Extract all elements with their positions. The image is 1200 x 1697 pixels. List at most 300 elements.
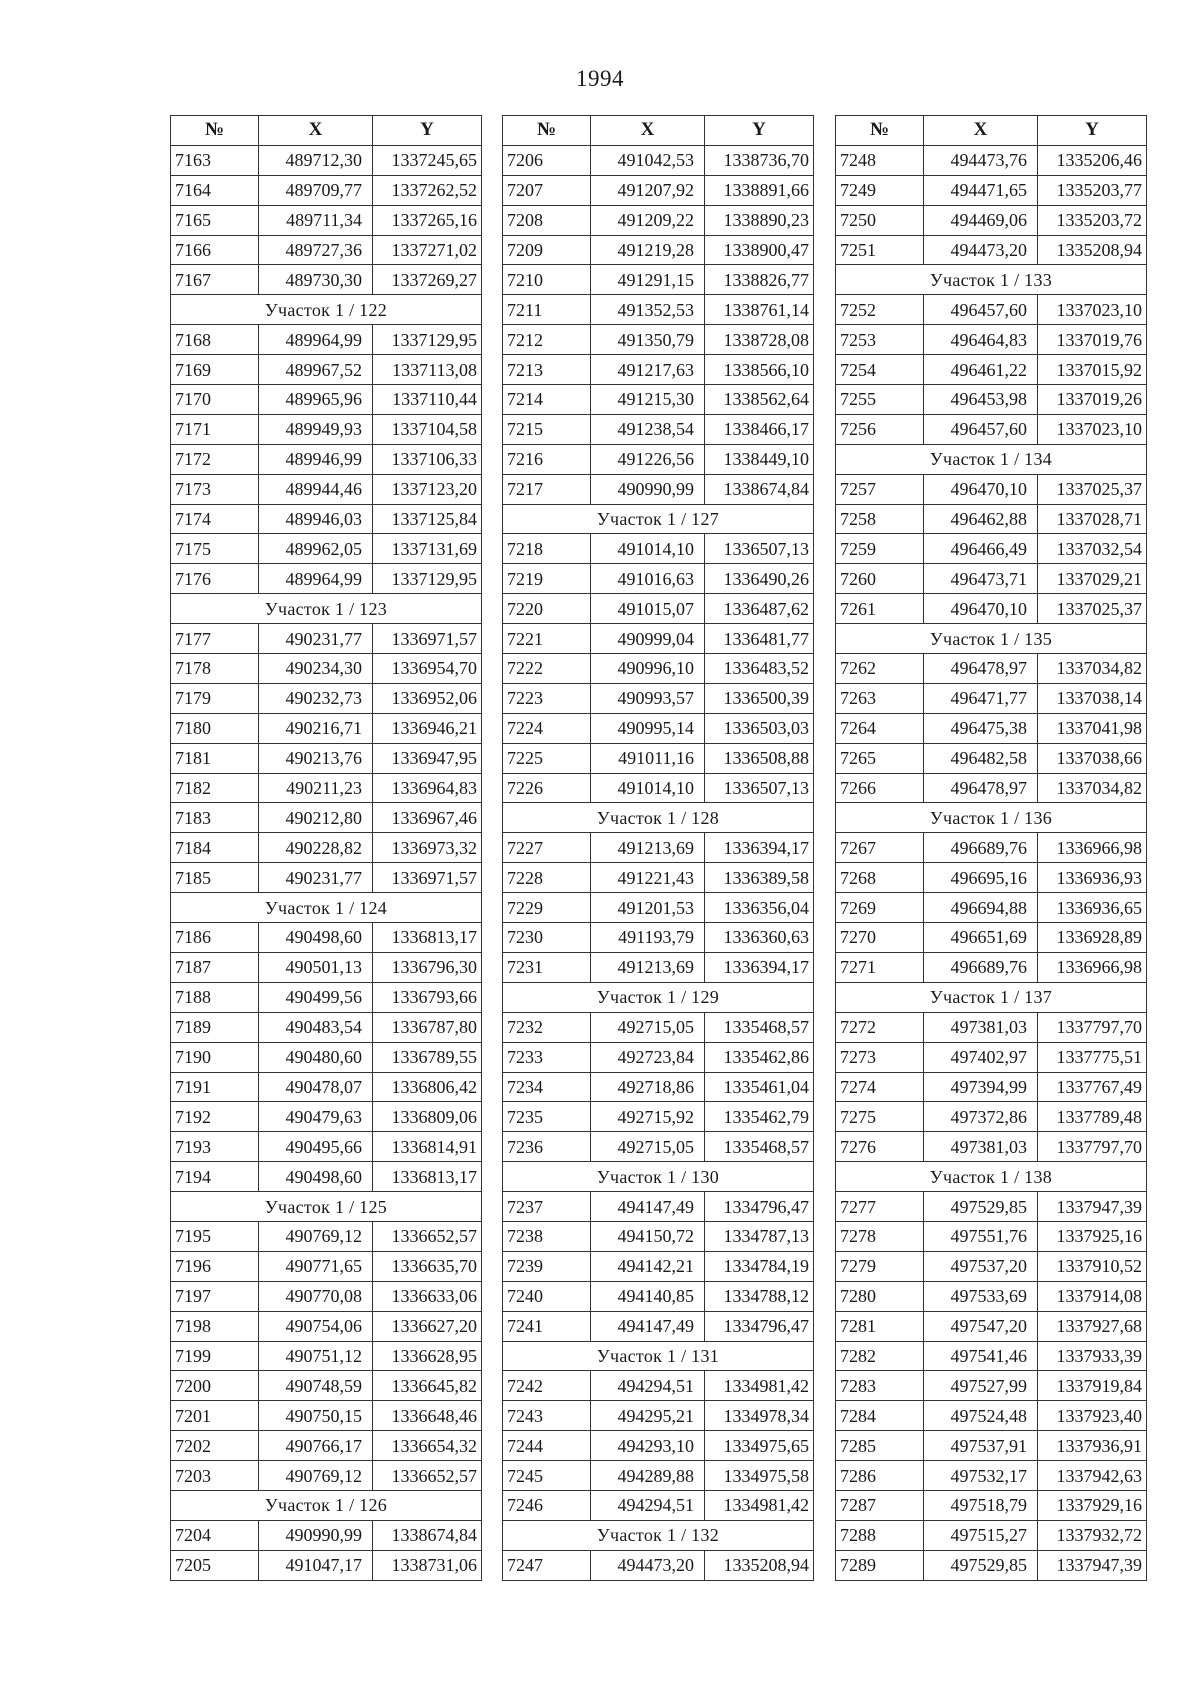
table-row bbox=[503, 1550, 814, 1580]
y-coordinate: 1337038,14 bbox=[1038, 683, 1147, 713]
table-row bbox=[503, 355, 814, 385]
point-number: 7257 bbox=[836, 474, 924, 504]
y-coordinate: 1337927,68 bbox=[1038, 1311, 1147, 1341]
table-row bbox=[836, 1401, 1147, 1431]
y-coordinate: 1337041,98 bbox=[1038, 713, 1147, 743]
point-number: 7178 bbox=[171, 654, 259, 684]
table-row bbox=[503, 534, 814, 564]
y-coordinate: 1336490,26 bbox=[705, 564, 814, 594]
point-number: 7199 bbox=[171, 1341, 259, 1371]
x-coordinate: 494142,21 bbox=[591, 1251, 705, 1281]
table-row bbox=[171, 1132, 482, 1162]
y-coordinate: 1335206,46 bbox=[1038, 145, 1147, 175]
table-row bbox=[836, 295, 1147, 325]
point-number: 7197 bbox=[171, 1281, 259, 1311]
x-coordinate: 490771,65 bbox=[259, 1251, 373, 1281]
x-coordinate: 489962,05 bbox=[259, 534, 373, 564]
y-coordinate: 1337123,20 bbox=[373, 474, 482, 504]
y-coordinate: 1336356,04 bbox=[705, 893, 814, 923]
point-number: 7165 bbox=[171, 205, 259, 235]
point-number: 7240 bbox=[503, 1281, 591, 1311]
y-coordinate: 1336946,21 bbox=[373, 713, 482, 743]
x-coordinate: 494295,21 bbox=[591, 1401, 705, 1431]
table-row bbox=[836, 1251, 1147, 1281]
y-coordinate: 1337936,91 bbox=[1038, 1431, 1147, 1461]
table-row bbox=[836, 1461, 1147, 1491]
section-label: Участок 1 / 138 bbox=[836, 1162, 1147, 1192]
table-row bbox=[503, 1072, 814, 1102]
y-coordinate: 1338890,23 bbox=[705, 205, 814, 235]
y-coordinate: 1336508,88 bbox=[705, 743, 814, 773]
point-number: 7220 bbox=[503, 594, 591, 624]
y-coordinate: 1336793,66 bbox=[373, 982, 482, 1012]
section-label: Участок 1 / 129 bbox=[503, 982, 814, 1012]
point-number: 7171 bbox=[171, 414, 259, 444]
table-row bbox=[836, 952, 1147, 982]
section-row bbox=[503, 1520, 814, 1550]
table-row bbox=[503, 1102, 814, 1132]
y-coordinate: 1337025,37 bbox=[1038, 594, 1147, 624]
table-row bbox=[836, 1341, 1147, 1371]
point-number: 7177 bbox=[171, 624, 259, 654]
table-row bbox=[836, 773, 1147, 803]
x-coordinate: 490234,30 bbox=[259, 654, 373, 684]
y-coordinate: 1337113,08 bbox=[373, 355, 482, 385]
table-row bbox=[836, 474, 1147, 504]
point-number: 7287 bbox=[836, 1490, 924, 1520]
point-number: 7192 bbox=[171, 1102, 259, 1132]
y-coordinate: 1334981,42 bbox=[705, 1371, 814, 1401]
table-row bbox=[836, 863, 1147, 893]
y-coordinate: 1337034,82 bbox=[1038, 654, 1147, 684]
point-number: 7233 bbox=[503, 1042, 591, 1072]
point-number: 7222 bbox=[503, 654, 591, 684]
table-row bbox=[836, 743, 1147, 773]
y-coordinate: 1336966,98 bbox=[1038, 952, 1147, 982]
table-row bbox=[171, 414, 482, 444]
table-row bbox=[503, 1192, 814, 1222]
x-coordinate: 489964,99 bbox=[259, 564, 373, 594]
section-row bbox=[171, 295, 482, 325]
point-number: 7211 bbox=[503, 295, 591, 325]
point-number: 7271 bbox=[836, 952, 924, 982]
table-row bbox=[171, 355, 482, 385]
table-row bbox=[836, 1102, 1147, 1132]
x-coordinate: 497381,03 bbox=[924, 1132, 1038, 1162]
x-coordinate: 491350,79 bbox=[591, 325, 705, 355]
y-coordinate: 1337933,39 bbox=[1038, 1341, 1147, 1371]
point-number: 7166 bbox=[171, 235, 259, 265]
y-coordinate: 1338566,10 bbox=[705, 355, 814, 385]
y-coordinate: 1337110,44 bbox=[373, 385, 482, 415]
y-coordinate: 1337932,72 bbox=[1038, 1520, 1147, 1550]
table-row bbox=[503, 654, 814, 684]
header-x: X bbox=[591, 116, 705, 146]
point-number: 7251 bbox=[836, 235, 924, 265]
section-label: Участок 1 / 133 bbox=[836, 265, 1147, 295]
point-number: 7173 bbox=[171, 474, 259, 504]
point-number: 7184 bbox=[171, 833, 259, 863]
table-row bbox=[171, 743, 482, 773]
table-row bbox=[171, 1012, 482, 1042]
y-coordinate: 1337125,84 bbox=[373, 504, 482, 534]
section-row bbox=[836, 982, 1147, 1012]
y-coordinate: 1337271,02 bbox=[373, 235, 482, 265]
y-coordinate: 1336964,83 bbox=[373, 773, 482, 803]
y-coordinate: 1336967,46 bbox=[373, 803, 482, 833]
x-coordinate: 496695,16 bbox=[924, 863, 1038, 893]
table-row bbox=[171, 474, 482, 504]
point-number: 7289 bbox=[836, 1550, 924, 1580]
table-row bbox=[836, 1042, 1147, 1072]
x-coordinate: 490498,60 bbox=[259, 923, 373, 953]
table-row bbox=[171, 1311, 482, 1341]
table-body bbox=[171, 145, 482, 1580]
table-row bbox=[836, 1550, 1147, 1580]
table-row bbox=[503, 863, 814, 893]
y-coordinate: 1334975,58 bbox=[705, 1461, 814, 1491]
x-coordinate: 496478,97 bbox=[924, 773, 1038, 803]
x-coordinate: 497551,76 bbox=[924, 1221, 1038, 1251]
point-number: 7208 bbox=[503, 205, 591, 235]
x-coordinate: 497533,69 bbox=[924, 1281, 1038, 1311]
x-coordinate: 490213,76 bbox=[259, 743, 373, 773]
x-coordinate: 491011,16 bbox=[591, 743, 705, 773]
x-coordinate: 490501,13 bbox=[259, 952, 373, 982]
table-row bbox=[171, 1401, 482, 1431]
point-number: 7258 bbox=[836, 504, 924, 534]
point-number: 7179 bbox=[171, 683, 259, 713]
y-coordinate: 1337023,10 bbox=[1038, 295, 1147, 325]
section-label: Участок 1 / 127 bbox=[503, 504, 814, 534]
table-row bbox=[836, 1132, 1147, 1162]
x-coordinate: 497394,99 bbox=[924, 1072, 1038, 1102]
table-row bbox=[171, 145, 482, 175]
section-label: Участок 1 / 131 bbox=[503, 1341, 814, 1371]
x-coordinate: 490483,54 bbox=[259, 1012, 373, 1042]
table-row bbox=[171, 982, 482, 1012]
point-number: 7228 bbox=[503, 863, 591, 893]
table-row bbox=[836, 713, 1147, 743]
y-coordinate: 1337129,95 bbox=[373, 325, 482, 355]
point-number: 7201 bbox=[171, 1401, 259, 1431]
y-coordinate: 1337262,52 bbox=[373, 175, 482, 205]
point-number: 7226 bbox=[503, 773, 591, 803]
x-coordinate: 490498,60 bbox=[259, 1162, 373, 1192]
point-number: 7239 bbox=[503, 1251, 591, 1281]
point-number: 7247 bbox=[503, 1550, 591, 1580]
table-row bbox=[171, 1042, 482, 1072]
x-coordinate: 497529,85 bbox=[924, 1192, 1038, 1222]
y-coordinate: 1336389,58 bbox=[705, 863, 814, 893]
x-coordinate: 497524,48 bbox=[924, 1401, 1038, 1431]
x-coordinate: 490766,17 bbox=[259, 1431, 373, 1461]
y-coordinate: 1338891,66 bbox=[705, 175, 814, 205]
point-number: 7274 bbox=[836, 1072, 924, 1102]
table-row bbox=[171, 504, 482, 534]
y-coordinate: 1337023,10 bbox=[1038, 414, 1147, 444]
table-row bbox=[171, 564, 482, 594]
table-row bbox=[503, 683, 814, 713]
table-row bbox=[171, 205, 482, 235]
table-row bbox=[171, 534, 482, 564]
point-number: 7284 bbox=[836, 1401, 924, 1431]
section-row bbox=[171, 1192, 482, 1222]
table-body bbox=[836, 145, 1147, 1580]
point-number: 7185 bbox=[171, 863, 259, 893]
table-row bbox=[503, 1042, 814, 1072]
y-coordinate: 1335462,86 bbox=[705, 1042, 814, 1072]
y-coordinate: 1337019,26 bbox=[1038, 385, 1147, 415]
point-number: 7276 bbox=[836, 1132, 924, 1162]
table-row bbox=[503, 414, 814, 444]
table-row bbox=[171, 385, 482, 415]
x-coordinate: 497532,17 bbox=[924, 1461, 1038, 1491]
y-coordinate: 1335208,94 bbox=[705, 1550, 814, 1580]
table-row bbox=[836, 1221, 1147, 1251]
x-coordinate: 496482,58 bbox=[924, 743, 1038, 773]
point-number: 7253 bbox=[836, 325, 924, 355]
table-row bbox=[171, 833, 482, 863]
table-row bbox=[171, 654, 482, 684]
y-coordinate: 1334784,19 bbox=[705, 1251, 814, 1281]
point-number: 7250 bbox=[836, 205, 924, 235]
y-coordinate: 1337265,16 bbox=[373, 205, 482, 235]
header-x: X bbox=[259, 116, 373, 146]
point-number: 7272 bbox=[836, 1012, 924, 1042]
table-row bbox=[171, 1371, 482, 1401]
point-number: 7227 bbox=[503, 833, 591, 863]
point-number: 7265 bbox=[836, 743, 924, 773]
x-coordinate: 494473,20 bbox=[591, 1550, 705, 1580]
point-number: 7273 bbox=[836, 1042, 924, 1072]
y-coordinate: 1337797,70 bbox=[1038, 1132, 1147, 1162]
table-row bbox=[836, 1072, 1147, 1102]
point-number: 7288 bbox=[836, 1520, 924, 1550]
table-row bbox=[171, 1281, 482, 1311]
point-number: 7202 bbox=[171, 1431, 259, 1461]
header-y: Y bbox=[373, 116, 482, 146]
y-coordinate: 1334796,47 bbox=[705, 1311, 814, 1341]
y-coordinate: 1334796,47 bbox=[705, 1192, 814, 1222]
point-number: 7191 bbox=[171, 1072, 259, 1102]
table-row bbox=[503, 564, 814, 594]
table-row bbox=[171, 1461, 482, 1491]
y-coordinate: 1337910,52 bbox=[1038, 1251, 1147, 1281]
section-row bbox=[171, 1490, 482, 1520]
point-number: 7205 bbox=[171, 1550, 259, 1580]
table-row bbox=[503, 594, 814, 624]
table-row bbox=[171, 683, 482, 713]
table-row bbox=[171, 1251, 482, 1281]
x-coordinate: 494150,72 bbox=[591, 1221, 705, 1251]
y-coordinate: 1337914,08 bbox=[1038, 1281, 1147, 1311]
y-coordinate: 1338761,14 bbox=[705, 295, 814, 325]
point-number: 7260 bbox=[836, 564, 924, 594]
x-coordinate: 491201,53 bbox=[591, 893, 705, 923]
point-number: 7170 bbox=[171, 385, 259, 415]
y-coordinate: 1338562,64 bbox=[705, 385, 814, 415]
y-coordinate: 1337028,71 bbox=[1038, 504, 1147, 534]
table-row bbox=[171, 1341, 482, 1371]
y-coordinate: 1337947,39 bbox=[1038, 1192, 1147, 1222]
table-row bbox=[503, 952, 814, 982]
y-coordinate: 1337797,70 bbox=[1038, 1012, 1147, 1042]
y-coordinate: 1336633,06 bbox=[373, 1281, 482, 1311]
y-coordinate: 1335462,79 bbox=[705, 1102, 814, 1132]
table-row bbox=[503, 325, 814, 355]
x-coordinate: 497515,27 bbox=[924, 1520, 1038, 1550]
table-row bbox=[836, 923, 1147, 953]
header-num: № bbox=[503, 116, 591, 146]
section-label: Участок 1 / 128 bbox=[503, 803, 814, 833]
table-row bbox=[503, 1251, 814, 1281]
point-number: 7169 bbox=[171, 355, 259, 385]
y-coordinate: 1335468,57 bbox=[705, 1012, 814, 1042]
x-coordinate: 496457,60 bbox=[924, 414, 1038, 444]
x-coordinate: 491016,63 bbox=[591, 564, 705, 594]
coordinates-table-left bbox=[170, 115, 482, 1581]
y-coordinate: 1338900,47 bbox=[705, 235, 814, 265]
x-coordinate: 489946,03 bbox=[259, 504, 373, 534]
x-coordinate: 497547,20 bbox=[924, 1311, 1038, 1341]
table-row bbox=[503, 265, 814, 295]
section-row bbox=[503, 982, 814, 1012]
table-row bbox=[503, 1132, 814, 1162]
table-row bbox=[503, 1401, 814, 1431]
y-coordinate: 1336806,42 bbox=[373, 1072, 482, 1102]
point-number: 7285 bbox=[836, 1431, 924, 1461]
point-number: 7193 bbox=[171, 1132, 259, 1162]
y-coordinate: 1336971,57 bbox=[373, 863, 482, 893]
table-row bbox=[503, 713, 814, 743]
x-coordinate: 496461,22 bbox=[924, 355, 1038, 385]
table-row bbox=[503, 1221, 814, 1251]
table-row bbox=[836, 833, 1147, 863]
section-row bbox=[836, 444, 1147, 474]
table-row bbox=[171, 265, 482, 295]
section-row bbox=[503, 803, 814, 833]
y-coordinate: 1334978,34 bbox=[705, 1401, 814, 1431]
table-row bbox=[836, 1371, 1147, 1401]
table-row bbox=[836, 893, 1147, 923]
point-number: 7280 bbox=[836, 1281, 924, 1311]
y-coordinate: 1336487,62 bbox=[705, 594, 814, 624]
table-row bbox=[503, 205, 814, 235]
x-coordinate: 491215,30 bbox=[591, 385, 705, 415]
y-coordinate: 1338728,08 bbox=[705, 325, 814, 355]
x-coordinate: 490754,06 bbox=[259, 1311, 373, 1341]
section-label: Участок 1 / 126 bbox=[171, 1490, 482, 1520]
table-row bbox=[171, 713, 482, 743]
y-coordinate: 1336394,17 bbox=[705, 833, 814, 863]
point-number: 7198 bbox=[171, 1311, 259, 1341]
x-coordinate: 490232,73 bbox=[259, 683, 373, 713]
table-row bbox=[836, 1281, 1147, 1311]
table-row bbox=[171, 175, 482, 205]
x-coordinate: 496470,10 bbox=[924, 474, 1038, 504]
point-number: 7176 bbox=[171, 564, 259, 594]
point-number: 7230 bbox=[503, 923, 591, 953]
table-row bbox=[503, 1311, 814, 1341]
y-coordinate: 1338736,70 bbox=[705, 145, 814, 175]
table-row bbox=[503, 235, 814, 265]
x-coordinate: 497381,03 bbox=[924, 1012, 1038, 1042]
section-label: Участок 1 / 130 bbox=[503, 1162, 814, 1192]
y-coordinate: 1338674,84 bbox=[373, 1520, 482, 1550]
y-coordinate: 1337025,37 bbox=[1038, 474, 1147, 504]
y-coordinate: 1337106,33 bbox=[373, 444, 482, 474]
point-number: 7218 bbox=[503, 534, 591, 564]
point-number: 7207 bbox=[503, 175, 591, 205]
y-coordinate: 1337015,92 bbox=[1038, 355, 1147, 385]
table-row bbox=[836, 385, 1147, 415]
x-coordinate: 497529,85 bbox=[924, 1550, 1038, 1580]
point-number: 7206 bbox=[503, 145, 591, 175]
section-row bbox=[171, 893, 482, 923]
x-coordinate: 496478,97 bbox=[924, 654, 1038, 684]
x-coordinate: 494140,85 bbox=[591, 1281, 705, 1311]
y-coordinate: 1337245,65 bbox=[373, 145, 482, 175]
coordinates-table-right bbox=[835, 115, 1147, 1581]
table-row bbox=[836, 325, 1147, 355]
table-row bbox=[503, 1490, 814, 1520]
x-coordinate: 494294,51 bbox=[591, 1490, 705, 1520]
x-coordinate: 492715,05 bbox=[591, 1012, 705, 1042]
section-label: Участок 1 / 134 bbox=[836, 444, 1147, 474]
x-coordinate: 496464,83 bbox=[924, 325, 1038, 355]
x-coordinate: 489964,99 bbox=[259, 325, 373, 355]
y-coordinate: 1336635,70 bbox=[373, 1251, 482, 1281]
y-coordinate: 1337947,39 bbox=[1038, 1550, 1147, 1580]
table-row bbox=[503, 624, 814, 654]
y-coordinate: 1337919,84 bbox=[1038, 1371, 1147, 1401]
table-row bbox=[836, 1311, 1147, 1341]
x-coordinate: 494473,20 bbox=[924, 235, 1038, 265]
y-coordinate: 1337269,27 bbox=[373, 265, 482, 295]
y-coordinate: 1336787,80 bbox=[373, 1012, 482, 1042]
table-row bbox=[171, 773, 482, 803]
page-number: 1994 bbox=[576, 66, 624, 91]
point-number: 7180 bbox=[171, 713, 259, 743]
point-number: 7275 bbox=[836, 1102, 924, 1132]
x-coordinate: 494147,49 bbox=[591, 1192, 705, 1222]
x-coordinate: 496689,76 bbox=[924, 952, 1038, 982]
y-coordinate: 1337131,69 bbox=[373, 534, 482, 564]
table-row bbox=[503, 923, 814, 953]
table-row bbox=[503, 773, 814, 803]
header-row bbox=[503, 116, 814, 146]
point-number: 7237 bbox=[503, 1192, 591, 1222]
x-coordinate: 491291,15 bbox=[591, 265, 705, 295]
y-coordinate: 1337129,95 bbox=[373, 564, 482, 594]
y-coordinate: 1336809,06 bbox=[373, 1102, 482, 1132]
x-coordinate: 497372,86 bbox=[924, 1102, 1038, 1132]
x-coordinate: 492715,05 bbox=[591, 1132, 705, 1162]
x-coordinate: 492723,84 bbox=[591, 1042, 705, 1072]
section-row bbox=[503, 504, 814, 534]
y-coordinate: 1337038,66 bbox=[1038, 743, 1147, 773]
x-coordinate: 490999,04 bbox=[591, 624, 705, 654]
y-coordinate: 1336507,13 bbox=[705, 773, 814, 803]
point-number: 7259 bbox=[836, 534, 924, 564]
x-coordinate: 491207,92 bbox=[591, 175, 705, 205]
table-row bbox=[503, 1371, 814, 1401]
table-row bbox=[836, 205, 1147, 235]
x-coordinate: 489965,96 bbox=[259, 385, 373, 415]
point-number: 7268 bbox=[836, 863, 924, 893]
section-row bbox=[503, 1341, 814, 1371]
